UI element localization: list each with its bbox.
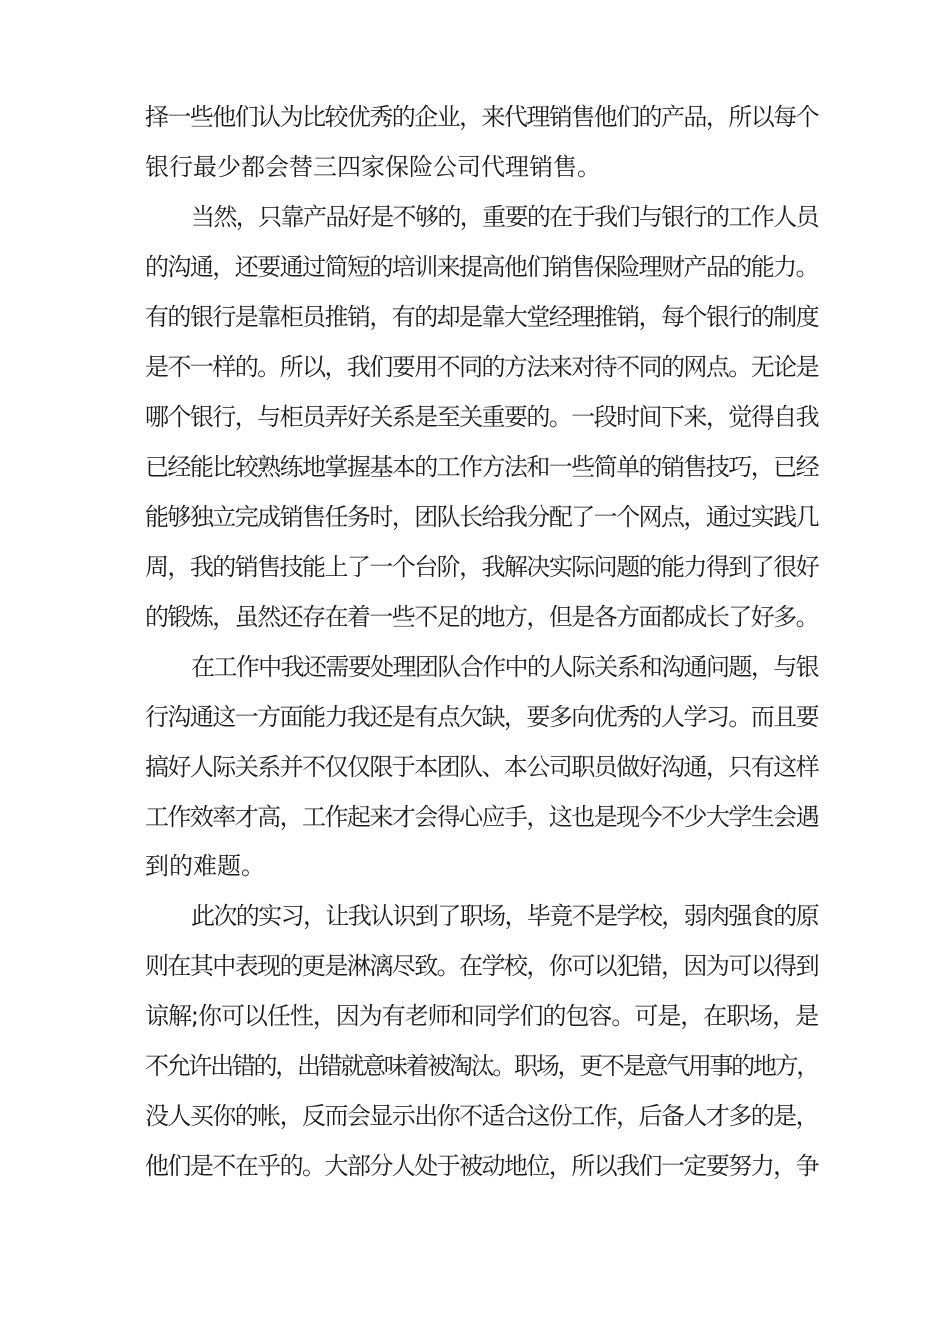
text-line: 则在其中表现的更是淋漓尽致。在学校，你可以犯错，因为可以得到 xyxy=(145,952,818,980)
text-line: 有的银行是靠柜员推销，有的却是靠大堂经理推销，每个银行的制度 xyxy=(145,303,818,331)
text-line: 是不一样的。所以，我们要用不同的方法来对待不同的网点。无论是 xyxy=(145,353,818,381)
text-line: 的锻炼，虽然还存在着一些不足的地方，但是各方面都成长了好多。 xyxy=(145,603,818,631)
paragraph-start-line: 在工作中我还需要处理团队合作中的人际关系和沟通问题，与银 xyxy=(191,653,818,681)
text-line: 哪个银行，与柜员弄好关系是至关重要的。一段时间下来，觉得自我 xyxy=(145,403,818,431)
text-line: 已经能比较熟练地掌握基本的工作方法和一些简单的销售技巧，已经 xyxy=(145,453,818,481)
text-line: 没人买你的帐，反而会显示出你不适合这份工作，后备人才多的是， xyxy=(145,1102,818,1130)
text-line: 择一些他们认为比较优秀的企业，来代理销售他们的产品，所以每个 xyxy=(145,103,818,131)
paragraph-start-line: 此次的实习，让我认识到了职场，毕竟不是学校，弱肉强食的原 xyxy=(191,902,818,930)
text-line: 他们是不在乎的。大部分人处于被动地位，所以我们一定要努力，争 xyxy=(145,1152,818,1180)
text-line: 周，我的销售技能上了一个台阶，我解决实际问题的能力得到了很好 xyxy=(145,553,818,581)
text-line: 能够独立完成销售任务时，团队长给我分配了一个网点，通过实践几 xyxy=(145,503,818,531)
text-line: 搞好人际关系并不仅仅限于本团队、本公司职员做好沟通，只有这样 xyxy=(145,753,818,781)
text-line: 工作效率才高，工作起来才会得心应手，这也是现今不少大学生会遇 xyxy=(145,803,818,831)
text-line: 银行最少都会替三四家保险公司代理销售。 xyxy=(145,153,601,181)
text-line: 行沟通这一方面能力我还是有点欠缺，要多向优秀的人学习。而且要 xyxy=(145,703,818,731)
text-line: 不允许出错的，出错就意味着被淘汰。职场，更不是意气用事的地方， xyxy=(145,1052,818,1080)
text-line: 的沟通，还要通过简短的培训来提高他们销售保险理财产品的能力。 xyxy=(145,253,818,281)
text-line: 到的难题。 xyxy=(145,852,265,880)
paragraph-start-line: 当然，只靠产品好是不够的，重要的在于我们与银行的工作人员 xyxy=(191,203,818,231)
text-line: 谅解;你可以任性，因为有老师和同学们的包容。可是，在职场，是 xyxy=(145,1002,819,1030)
